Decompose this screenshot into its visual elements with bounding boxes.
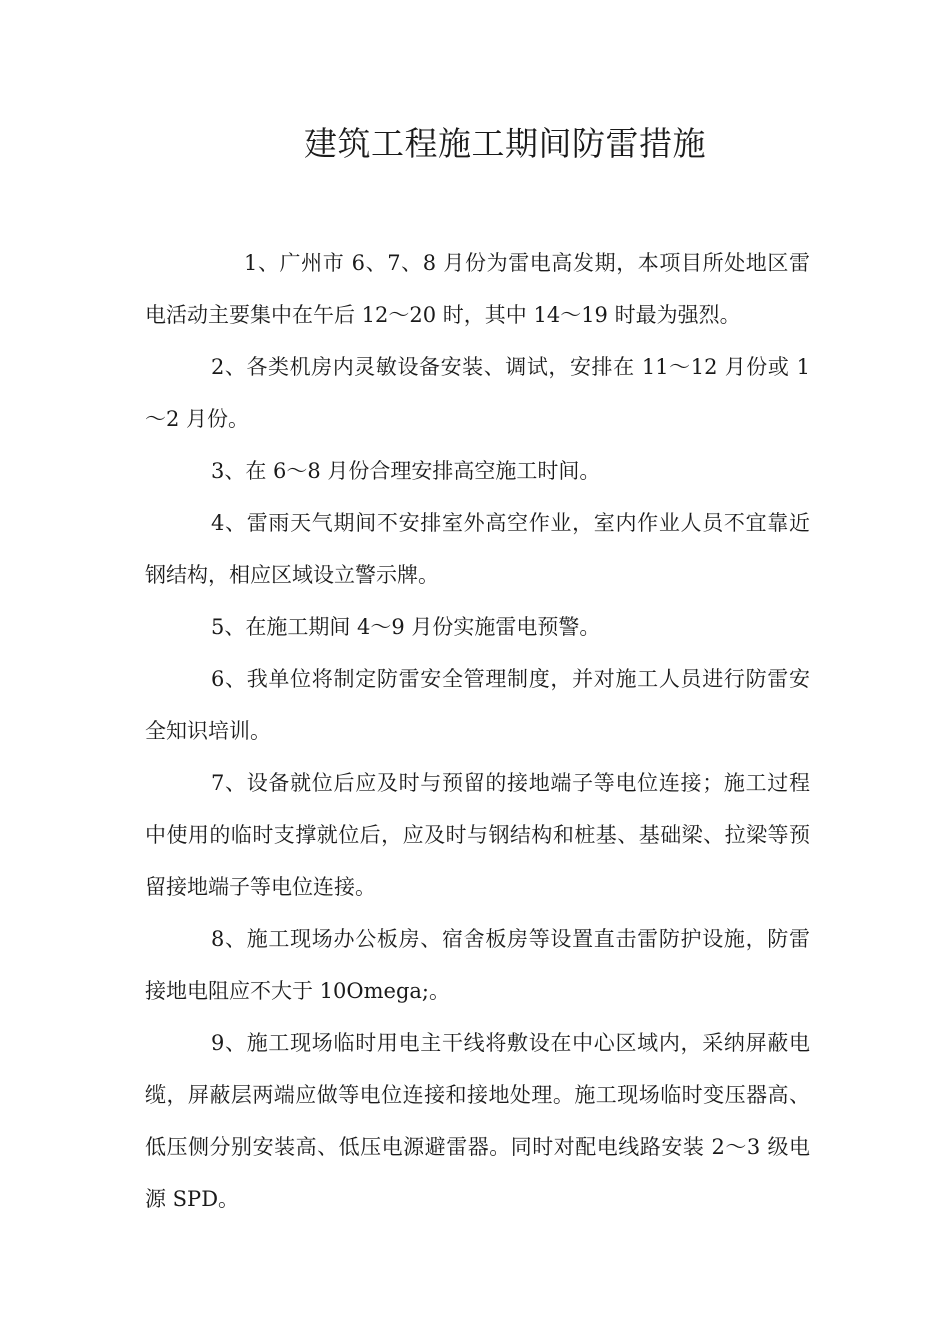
paragraph-3: 3、在 6～8 月份合理安排高空施工时间。 [211,459,601,483]
document-title: 建筑工程施工期间防雷措施 [304,124,706,163]
paragraph-9: 9、施工现场临时用电主干线将敷设在中心区域内，采纳屏蔽电缆，屏蔽层两端应做等电位连接和接地处理。施工现场临时变压器高、低压侧分别安装高、低压电源避雷器。同时对配电线路安装 2～3 级电源 SPD。 [145,1031,810,1211]
paragraph-6: 6、我单位将制定防雷安全管理制度，并对施工人员进行防雷安全知识培训。 [145,667,810,743]
paragraph-7: 7、设备就位后应及时与预留的接地端子等电位连接；施工过程中使用的临时支撑就位后，应及时与钢结构和桩基、基础梁、拉梁等预留接地端子等电位连接。 [145,771,810,899]
paragraph-1: 1、广州市 6、7、8 月份为雷电高发期，本项目所处地区雷电活动主要集中在午后 12～20 时，其中 14～19 时最为强烈。 [145,251,810,327]
paragraph-5: 5、在施工期间 4～9 月份实施雷电预警。 [211,615,601,639]
paragraph-2: 2、各类机房内灵敏设备安装、调试，安排在 11～12 月份或 1～2 月份。 [145,355,810,431]
document-body [145,237,810,1225]
paragraph-4: 4、雷雨天气期间不安排室外高空作业，室内作业人员不宜靠近钢结构，相应区域设立警示牌。 [145,511,810,587]
paragraph-8: 8、施工现场办公板房、宿舍板房等设置直击雷防护设施，防雷接地电阻应不大于 10Omega;。 [145,927,810,1003]
